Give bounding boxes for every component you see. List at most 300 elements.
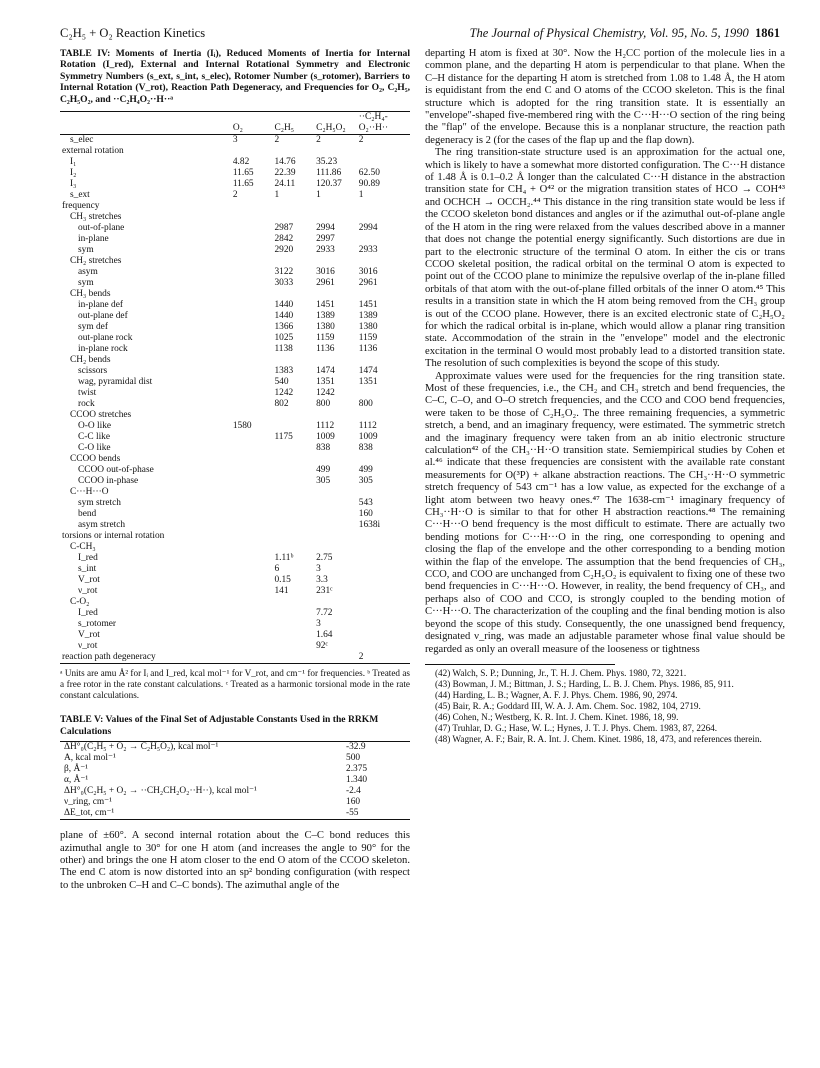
table-cell: 90.89 [358,179,380,190]
table-cell [357,234,410,245]
table-row [60,586,410,597]
table-cell [231,619,273,630]
table-cell [357,575,410,586]
table4-col-3: C₂H₅O₂ [316,123,346,134]
table-cell [231,476,273,487]
table-cell: 120.37 [316,179,342,190]
table-row [60,355,410,366]
table-cell [272,652,314,664]
parameter-value: 1.340 [346,775,368,786]
table-cell [357,201,410,212]
table-cell: 2 [274,135,280,146]
table-cell [231,256,273,267]
table-cell [272,212,314,223]
table-cell: 1580 [232,421,252,432]
table-row [60,278,410,289]
table-cell: 1136 [358,344,378,355]
table-cell [272,465,314,476]
running-header-title: C₂H₅ + O₂ Reaction Kinetics [60,26,206,40]
table-cell: 1351 [316,377,335,388]
row-label: C-O like [78,443,111,454]
table-cell [272,487,314,498]
table-cell [272,531,314,542]
table-cell [231,586,273,597]
table-cell [231,432,273,443]
table-row [60,575,410,586]
table-cell [231,630,273,641]
table-cell: 838 [358,443,373,454]
table-cell: 1159 [316,333,335,344]
table-cell [272,201,314,212]
table-row [60,608,410,619]
table-cell: 2920 [274,245,294,256]
table-cell: 3122 [274,267,294,278]
table-cell [272,256,314,267]
parameter-label: β, Å⁻¹ [64,764,88,775]
table-row [60,808,410,820]
table-cell [231,201,273,212]
table-cell: 1.64 [316,630,333,641]
table-cell [314,410,357,421]
table-cell: 1159 [358,333,378,344]
table-cell [231,553,273,564]
table-cell [231,410,273,421]
table-cell [272,476,314,487]
table-cell: 3 [316,564,321,575]
table-row [60,190,410,201]
parameter-value: 2.375 [346,764,368,775]
table-cell: 1138 [274,344,293,355]
table-cell [231,509,273,520]
row-label: sym [78,245,94,256]
table4-col-0 [60,112,231,135]
table-cell: 3 [232,135,238,146]
table-row [60,234,410,245]
table-cell: 111.86 [316,168,342,179]
table-row [60,443,410,454]
parameter-value: -2.4 [346,786,361,797]
table-cell [231,531,273,542]
table-cell [231,443,273,454]
table-cell: 1380 [358,322,378,333]
body-paragraph-3: Approximate values were used for the frequencies for the ring transition state. Most of these frequencies, i.e., the CH₂ and CH₃ stretch and bend frequencies, the C–C, C–O, and O–O stretch frequencies, and the CCO and COO bend frequencies, were taken to be those of C₂H₅O₂. The three remaining frequencies, a symmetric stretch, a bend, and an imaginary frequency, were estimated. The symmetric stretch and the imaginary frequency were taken from an ab initio electronic structure calculation⁴² of the CH₃··H··O transition state. Semiempirical studies by Cohen et al.⁴⁶ indicate that these frequencies are consistent with the available rate constant measurements for O(³P) + alkane abstraction reactions. The CH₃··H··O symmetric stretch frequency of 543 cm⁻¹ has a low value, as expected for the exchange of a light atom between two heavy ones.⁴⁷ The 1638-cm⁻¹ imaginary frequency of CH₃··H··O is similar to that for other H abstraction reactions.⁴⁸ The remaining C···H···O bend frequency is the most difficult to estimate. There are actually two bending motions for C···H···O in the ring, one corresponding to opening and closing the flap of the envelope and the other corresponding to a bending motion within the flap of the envelope. The assumption that the bend frequencies of CH₃, CCO, and COO are unchanged from C₂H₅O₂ is equivalent to fixing one of these two bend frequencies in C···H···O. However, in reality, the bend frequency of CH₃, and perhaps also of COO and CCO, is strongly coupled to the bending motion of C···H···O. The characterization of the coupling and the final bending motion is also beyond the scope of this study. Consequently, the one unassigned bend frequency, designated ν_ring, was made an adjustable parameter whose final value should be regarded as only an overall measure of the looseness or tightness [425,370,785,655]
table-cell: 231ᶜ [316,586,333,597]
row-label: CH₂ bends [70,355,111,366]
table-cell [272,289,314,300]
parameter-value: 500 [346,753,361,764]
row-label: in-plane def [78,300,124,311]
row-label: ν_rot [78,641,98,652]
table-cell [357,157,410,168]
table-cell [357,586,410,597]
parameter-label: ν_ring, cm⁻¹ [64,797,112,808]
table-cell: 499 [358,465,373,476]
table-row [60,322,410,333]
table-cell: 1440 [274,311,294,322]
table-row [60,366,410,377]
table-row [60,432,410,443]
table-cell: 1025 [274,333,294,344]
table-cell [272,619,314,630]
table-cell [272,608,314,619]
reference-item: (46) Cohen, N.; Westberg, K. R. Int. J. Chem. Kinet. 1986, 18, 99. [435,711,679,722]
row-label: in-plane [78,234,109,245]
table-cell [272,421,314,432]
parameter-value: -55 [346,808,359,819]
row-label: s_int [78,564,97,575]
table4-caption: TABLE IV: Moments of Inertia (Iᵢ), Reduced Moments of Inertia for Internal Rotation (I_red), External and Internal Rotational Symmetry and Electronic Symmetry Numbers (s_ext, s_int, s_elec), Rotomer Number (s_rotomer), Barriers to Internal Rotation (V_rot), Reaction Path Degeneracy, and Frequencies for O₂, C₂H₅, C₂H₅O₂, and ··C₂H₄O₂··H··ᵃ [60,48,410,105]
parameter-label: ΔH°₀(C₂H₅ + O₂ → ··CH₂CH₂O₂··H··), kcal mol⁻¹ [64,786,257,797]
table-cell [314,531,357,542]
table-cell [231,289,273,300]
row-label: reaction path degeneracy [62,652,156,663]
table-cell [231,300,273,311]
table-cell [272,498,314,509]
table-cell [357,564,410,575]
table-cell: 141 [274,586,289,597]
table-cell: 2842 [274,234,294,245]
table-cell: 1 [358,190,364,201]
table-row [60,531,410,542]
table-row [60,212,410,223]
table-cell [231,542,273,553]
row-label: I₂ [70,168,77,179]
references-list [425,668,785,745]
row-label: V_rot [78,575,100,586]
parameter-label: α, Å⁻¹ [64,775,89,786]
table-row [60,267,410,278]
table-cell: 2 [358,652,364,663]
row-label: s_rotomer [78,619,117,630]
parameter-value: -32.9 [346,742,366,753]
table-cell [231,322,273,333]
table-cell [314,542,357,553]
table-cell: 2987 [274,223,294,234]
table-cell [231,377,273,388]
table-row [60,454,410,465]
table-cell: 1451 [316,300,335,311]
table-cell: 1366 [274,322,294,333]
reference-item: (48) Wagner, A. F.; Bair, R. A. Int. J. Chem. Kinet. 1986, 18, 473, and references therein. [435,733,762,744]
table-cell [314,212,357,223]
table-cell [231,223,273,234]
table-cell: 24.11 [274,179,296,190]
table-cell: 499 [316,465,331,476]
table5 [60,741,410,820]
table-row [60,157,410,168]
table-cell: 1175 [274,432,293,443]
parameter-label: ΔH°₀(C₂H₅ + O₂ → C₂H₅O₂), kcal mol⁻¹ [64,742,219,753]
table-row [60,553,410,564]
table-row [60,764,410,775]
table-cell [314,597,357,608]
table-cell [357,355,410,366]
table-cell [231,454,273,465]
table-cell [231,278,273,289]
reference-item: (44) Harding, L. B.; Wagner, A. F. J. Phys. Chem. 1986, 90, 2974. [435,689,678,700]
table-cell [357,630,410,641]
table-cell [357,212,410,223]
reference-item: (43) Bowman, J. M.; Bittman, J. S.; Harding, L. B. J. Chem. Phys. 1986, 85, 911. [435,678,734,689]
row-label: wag, pyramidal dist [78,377,153,388]
table-cell: 6 [274,564,280,575]
table-cell: 2 [316,135,321,146]
table-cell [357,146,410,157]
row-label: s_ext [70,190,90,201]
row-label: CH₃ stretches [70,212,122,223]
table-row [60,135,410,147]
table-cell [231,597,273,608]
table-cell [314,146,357,157]
table-cell [231,520,273,531]
table-cell [357,608,410,619]
table-cell: 1440 [274,300,294,311]
table-row [60,179,410,190]
table-cell [272,443,314,454]
parameter-label: ΔE_tot, cm⁻¹ [64,808,115,819]
table-row [60,797,410,808]
table-cell [272,454,314,465]
table-row [60,168,410,179]
row-label: ν_rot [78,586,98,597]
reference-item: (47) Truhlar, D. G.; Hase, W. L.; Hynes, J. T. J. Phys. Chem. 1983, 87, 2264. [435,722,718,733]
row-label: C···H···O [70,487,109,498]
table-cell [357,289,410,300]
table-cell: 3033 [274,278,294,289]
table-cell [357,388,410,399]
table-row [60,509,410,520]
table-row [60,201,410,212]
table-row [60,223,410,234]
table-row [60,652,410,664]
table-cell: 1380 [316,322,335,333]
table-cell [357,597,410,608]
body-paragraph-1: departing H atom is fixed at 30°. Now the H₂CC portion of the molecule lies in a common plane, and the departing H atom is perpendicular to that plane. When the C–H distance for the departing H atom is stretched from 1.08 to 1.48 Å, the H atom is equidistant from the end C and O atoms of the CCOO skeleton. This is the final structure which is adopted for the ring transition state. It is essentially an "envelope"-shaped five-membered ring with the C···H···O section of the ring being the "flap" of the envelope. Because this is a nonplanar structure, the reaction path degeneracy is 2 (for the cases of the flap up and the flap down). [425,48,785,146]
table-row [60,775,410,786]
table-cell [231,234,273,245]
table-cell: 305 [316,476,331,487]
table-cell: 1 [316,190,321,201]
table-cell: 802 [274,399,289,410]
row-label: out-plane rock [78,333,133,344]
table-cell [357,531,410,542]
row-label: torsions or internal rotation [62,531,165,542]
table4-body [60,135,410,664]
table-cell [231,608,273,619]
table-cell: 540 [274,377,289,388]
table-cell [314,454,357,465]
row-label: sym stretch [78,498,121,509]
table-row [60,630,410,641]
table-row [60,465,410,476]
table-cell [314,652,357,664]
table-cell: 1383 [274,366,294,377]
row-label: out-plane def [78,311,128,322]
table-cell: 2933 [358,245,378,256]
row-label: asym [78,267,98,278]
left-body-paragraph: plane of ±60°. A second internal rotation about the C–C bond reduces this azimuthal angle to 30° for one H atom (and increases the angle to 90° for the other) and brings the one H atom closer to the end O atom of the CCOO skeleton. The end C atom is now distorted into an sp² bonding configuration (with respect to the unbroken C–H and C–C bonds). The azimuthal angle of the [60,830,410,891]
reference-item: (45) Bair, R. A.; Goddard III, W. A. J. Am. Chem. Soc. 1982, 104, 2719. [435,700,701,711]
journal-citation: The Journal of Physical Chemistry, Vol. 95, No. 5, 1990 [469,26,749,40]
table-cell [231,465,273,476]
row-label: bend [78,509,97,520]
table-cell: 4.82 [232,157,250,168]
table-cell: 2961 [358,278,378,289]
table-row [60,300,410,311]
table-cell [231,355,273,366]
row-label: I_red [78,608,98,619]
reference-item: (42) Walch, S. P.; Dunning, Jr., T. H. J. Chem. Phys. 1980, 72, 3221. [435,667,687,678]
table-cell: 35.23 [316,157,338,168]
row-label: sym [78,278,94,289]
table-cell: 22.39 [274,168,296,179]
table-cell: 1451 [358,300,378,311]
table-row [60,619,410,630]
row-label: external rotation [62,146,124,157]
table-cell [272,542,314,553]
table-row [60,399,410,410]
table-cell: 2994 [316,223,335,234]
table-cell [357,542,410,553]
table-cell: 2933 [316,245,335,256]
table-cell [231,212,273,223]
table-cell: 92ᶜ [316,641,328,652]
row-label: O-O like [78,421,112,432]
table4 [60,111,410,664]
table-row [60,377,410,388]
table-row [60,289,410,300]
table-cell: 2994 [358,223,378,234]
table-cell: 2 [232,190,238,201]
table-cell: 0.15 [274,575,291,586]
row-label: C-C like [78,432,111,443]
table-cell: 2.75 [316,553,333,564]
table-cell [314,487,357,498]
table4-col-1: O₂ [232,123,243,134]
table4-col-4: ··C₂H₄-O₂··H·· [358,112,389,134]
table-row [60,311,410,322]
right-column [425,48,785,745]
table-row [60,564,410,575]
table-cell: 838 [316,443,331,454]
table-cell: 1389 [358,311,378,322]
table-cell [231,641,273,652]
table-cell [231,487,273,498]
table-cell [357,487,410,498]
table-cell: 11.65 [232,179,254,190]
table-cell: 800 [358,399,373,410]
table-cell: 2 [358,135,364,146]
table-cell [314,256,357,267]
row-label: out-of-plane [78,223,125,234]
running-header-journal [470,26,780,41]
row-label: rock [78,399,95,410]
table-cell: 1.11ᵇ [274,553,294,564]
table-cell: 3.3 [316,575,328,586]
table-cell [231,564,273,575]
row-label: asym stretch [78,520,126,531]
table-cell: 62.50 [358,168,380,179]
table-cell: 7.72 [316,608,333,619]
row-label: V_rot [78,630,100,641]
row-label: I₁ [70,157,77,168]
row-label: frequency [62,201,100,212]
table5-caption: TABLE V: Values of the Final Set of Adjustable Constants Used in the RRKM Calculations [60,714,379,737]
table-cell [314,498,357,509]
table-cell: 1 [274,190,280,201]
table-cell: 1474 [316,366,335,377]
row-label: CCOO bends [70,454,121,465]
table-row [60,742,410,754]
table-cell [314,201,357,212]
row-label: s_elec [70,135,94,146]
table-cell [357,641,410,652]
table-row [60,388,410,399]
table-row [60,786,410,797]
table-cell: 2961 [316,278,335,289]
left-column [60,48,410,892]
table-cell: 1242 [316,388,335,399]
table-cell [272,597,314,608]
table-row [60,753,410,764]
table-cell [231,498,273,509]
table-cell: 800 [316,399,331,410]
row-label: CCOO in-phase [78,476,139,487]
table-cell [357,454,410,465]
table-cell [272,146,314,157]
table-row [60,256,410,267]
table-cell [231,146,273,157]
table-cell [272,630,314,641]
row-label: C-O₂ [70,597,90,608]
table-cell: 160 [358,509,373,520]
table-cell [357,619,410,630]
table4-col-2: C₂H₅ [274,123,294,134]
table-cell [272,509,314,520]
table-cell [357,410,410,421]
table-cell [314,509,357,520]
table-cell [357,553,410,564]
table-cell: 3016 [358,267,378,278]
table-cell: 1242 [274,388,294,399]
row-label: scissors [78,366,108,377]
table-cell [231,575,273,586]
table5-body [60,742,410,820]
table-cell: 1112 [316,421,335,432]
table-cell [357,256,410,267]
table-row [60,476,410,487]
table-cell [231,333,273,344]
table-row [60,520,410,531]
table-cell [314,520,357,531]
table-cell: 543 [358,498,373,509]
table-cell [231,245,273,256]
table-cell [272,641,314,652]
table-cell [314,355,357,366]
row-label: CCOO stretches [70,410,132,421]
table-cell [314,289,357,300]
row-label: twist [78,388,97,399]
row-label: CH₂ stretches [70,256,122,267]
table-row [60,542,410,553]
table-cell [231,652,273,664]
table-row [60,597,410,608]
body-paragraph-2: The ring transition-state structure used is an approximation for the actual one, which is likely to have a somewhat more distorted configuration. The C···H distance of 1.48 Å is 0.1–0.2 Å longer than the calculated C···H distance in the abstraction transition state for CH₄ + O⁴² or the migration transition states of HCO → COH⁴³ and OCHCH → OCCH₂.⁴⁴ This distance in the ring transition state would be less if the CCOO skeleton bond distances and angles or if the azimuthal out-of-plane angle of the H atom in the ring were relaxed from the values described above in a manner that does not change the potential energy significantly. Such distortions are due in part to the electronic structure of the terminal O atom. In either the cis or trans CCOO skeletal position, the radical orbital on the terminal O atom is expected to point out of the CCOO plane to minimize the repulsive overlap of the in-plane filled orbitals of that atom with the out-of-plane filled orbitals of the inner O atom.⁴⁵ This results in a transition state in which the H atom being removed from the CH₃ group is out of the CCOO plane. However, there is an excited electronic state of C₂H₅O₂ for which the radical orbital is in-plane, which would allow a planar ring transition state. Accommodation of the strain in the "envelope" model and the electronic excitation in the terminal O would most probably lead to a distorted transition state. The resolution of such complexities is beyond the scope of this study. [425,147,785,370]
table-cell [231,267,273,278]
table-cell [231,388,273,399]
table-cell: 3016 [316,267,335,278]
table-row [60,333,410,344]
